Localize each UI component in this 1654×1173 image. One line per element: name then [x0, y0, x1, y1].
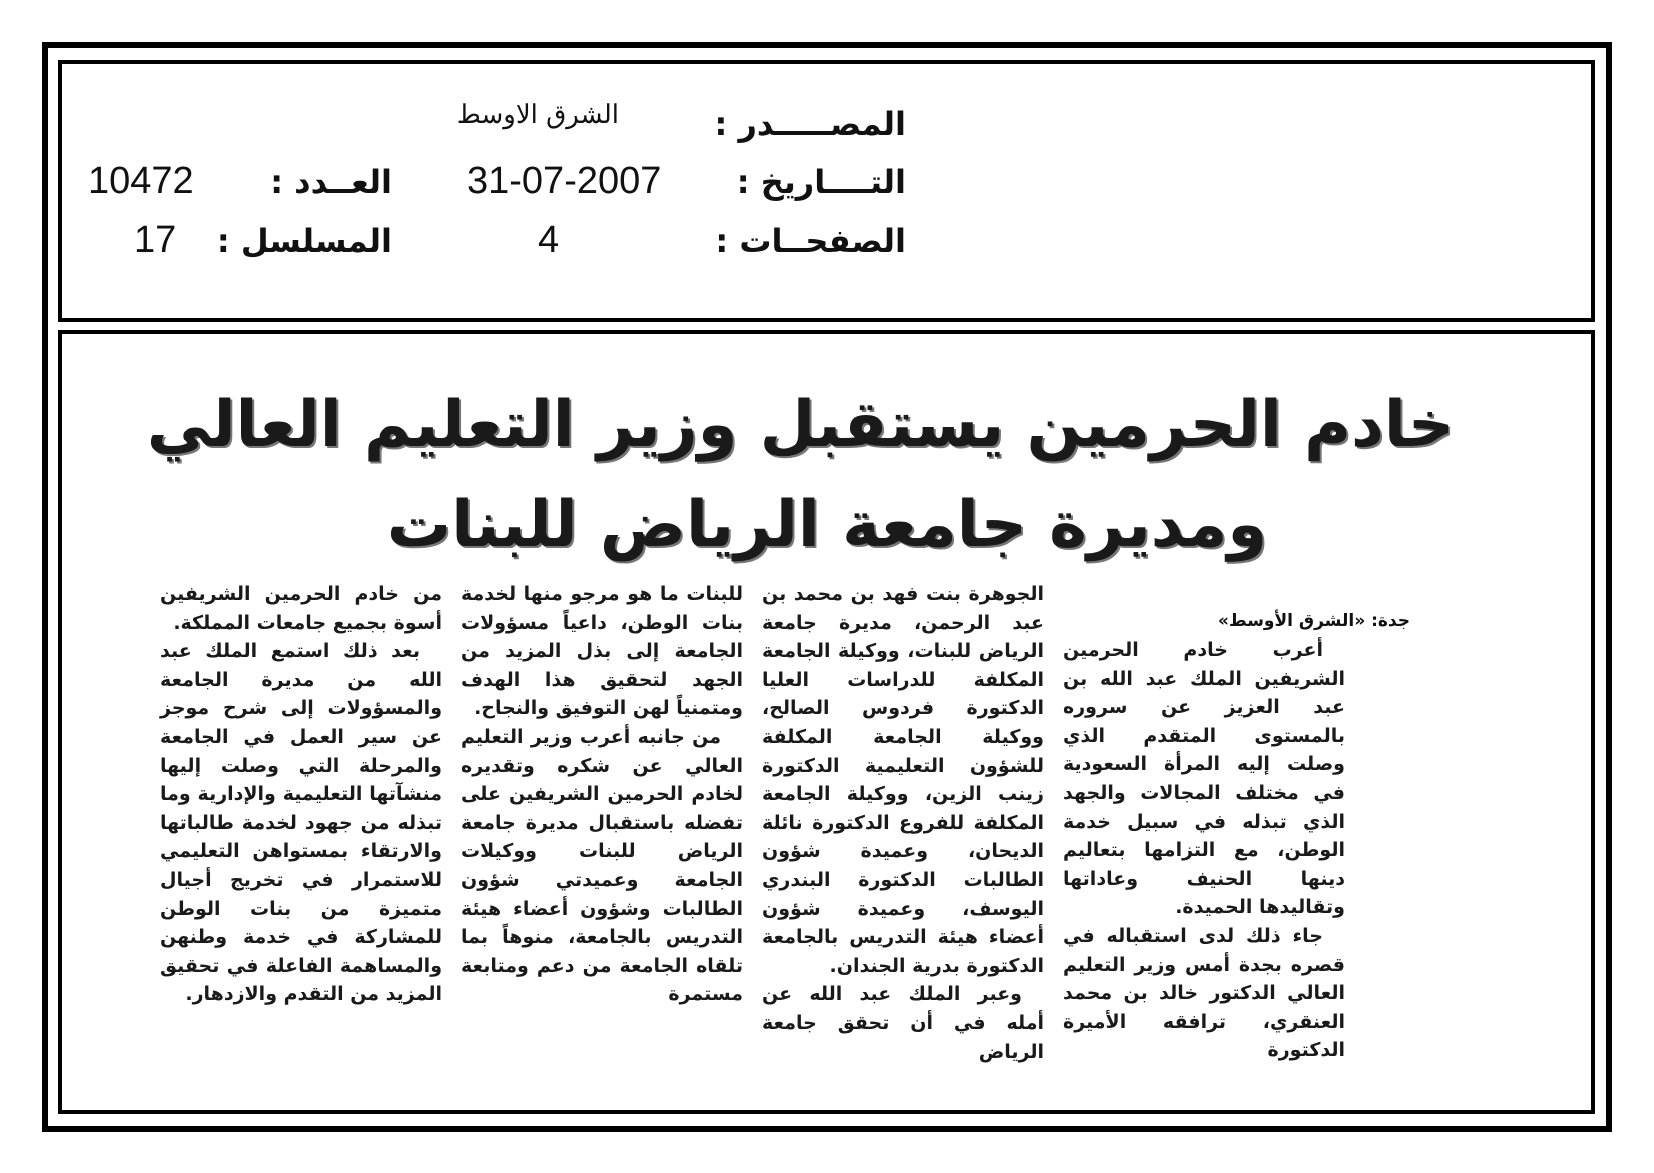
- paragraph: من خادم الحرمين الشريفين أسوة بجميع جامعات المملكة.: [160, 583, 442, 634]
- source-value: الشرق الاوسط: [456, 100, 619, 130]
- article-column-3: [461, 580, 743, 1006]
- article-column-1: [1063, 636, 1345, 1062]
- headline-line-2: ومديرة جامعة الرياض للبنات: [386, 488, 1268, 562]
- source-label: المصـــــدر :: [714, 105, 906, 143]
- date-value: 31-07-2007: [467, 160, 662, 202]
- issue-label: العــدد :: [270, 163, 392, 201]
- paragraph: وعبر الملك عبد الله عن أمله في أن تحقق جامعة الرياض: [762, 983, 1044, 1063]
- paragraph: بعد ذلك استمع الملك عبد الله من مديرة الجامعة والمسؤولات إلى شرح موجز عن سير العمل في الجامعة والمرحلة التي وصلت إليها منشآتها التعليمية والإدارية وما تبذله من جهود لخدمة طالباتها والارتقاء بمستواهن التعليمي للاستمرار في تخريج أجيال متميزة من بنات الوطن للمشاركة في خدمة وطنهن والمساهمة الفاعلة في تحقيق المزيد من التقدم والازدهار.: [160, 640, 442, 1006]
- dateline: جدة: «الشرق الأوسط»: [1218, 611, 1410, 631]
- paragraph: جاء ذلك لدى استقباله في قصره بجدة أمس وزير التعليم العالي الدكتور خالد بن محمد العنقري، ترافقه الأميرة الدكتورة: [1063, 924, 1345, 1062]
- article-column-4: [160, 580, 442, 1006]
- date-label: التــــاريخ :: [736, 163, 906, 201]
- serial-value: 17: [134, 219, 177, 261]
- headline-line-1: خادم الحرمين يستقبل وزير التعليم العالي: [146, 388, 1454, 462]
- paragraph: للبنات ما هو مرجو منها لخدمة بنات الوطن، داعياً مسؤولات الجامعة إلى بذل المزيد من الجهد لتحقيق هذا الهدف ومتمنياً لهن التوفيق والنجاح.: [461, 583, 743, 720]
- paragraph: من جانبه أعرب وزير التعليم العالي عن شكره وتقديره لخادم الحرمين الشريفين على تفضله باستقبال مديرة جامعة الرياض للبنات ووكيلات الجامعة وعميدتي شؤون الطالبات وشؤون أعضاء هيئة التدريس بالجامعة، منوهاً بما تلقاه الجامعة من دعم ومتابعة مستمرة: [461, 725, 743, 1006]
- issue-value: 10472: [88, 160, 194, 202]
- pages-value: 4: [538, 219, 560, 261]
- paragraph: أعرب خادم الحرمين الشريفين الملك عبد الله بن عبد العزيز عن سروره بالمستوى المتقدم الذي وصلت إليه المرأة السعودية في مختلف المجالات والجهد الذي تبذله في سبيل خدمة الوطن، مع التزامها بتعاليم دينها الحنيف وعاداتها وتقاليدها الحميدة.: [1063, 639, 1345, 919]
- serial-label: المسلسل :: [216, 222, 392, 260]
- pages-label: الصفحــات :: [715, 222, 906, 260]
- article-column-2: [762, 580, 1044, 1063]
- paragraph: الجوهرة بنت فهد بن محمد بن عبد الرحمن، مديرة جامعة الرياض للبنات، ووكيلة الجامعة المكلفة للدراسات العليا الدكتورة فردوس الصالح، ووكيلة الجامعة المكلفة للشؤون التعليمية الدكتورة زينب الزين، ووكيلة الجامعة المكلفة للفروع الدكتورة نائلة الديحان، وعميدة شؤون الطالبات الدكتورة البندري اليوسف، وعميدة شؤون أعضاء هيئة التدريس بالجامعة الدكتورة بدرية الجندان.: [762, 583, 1044, 977]
